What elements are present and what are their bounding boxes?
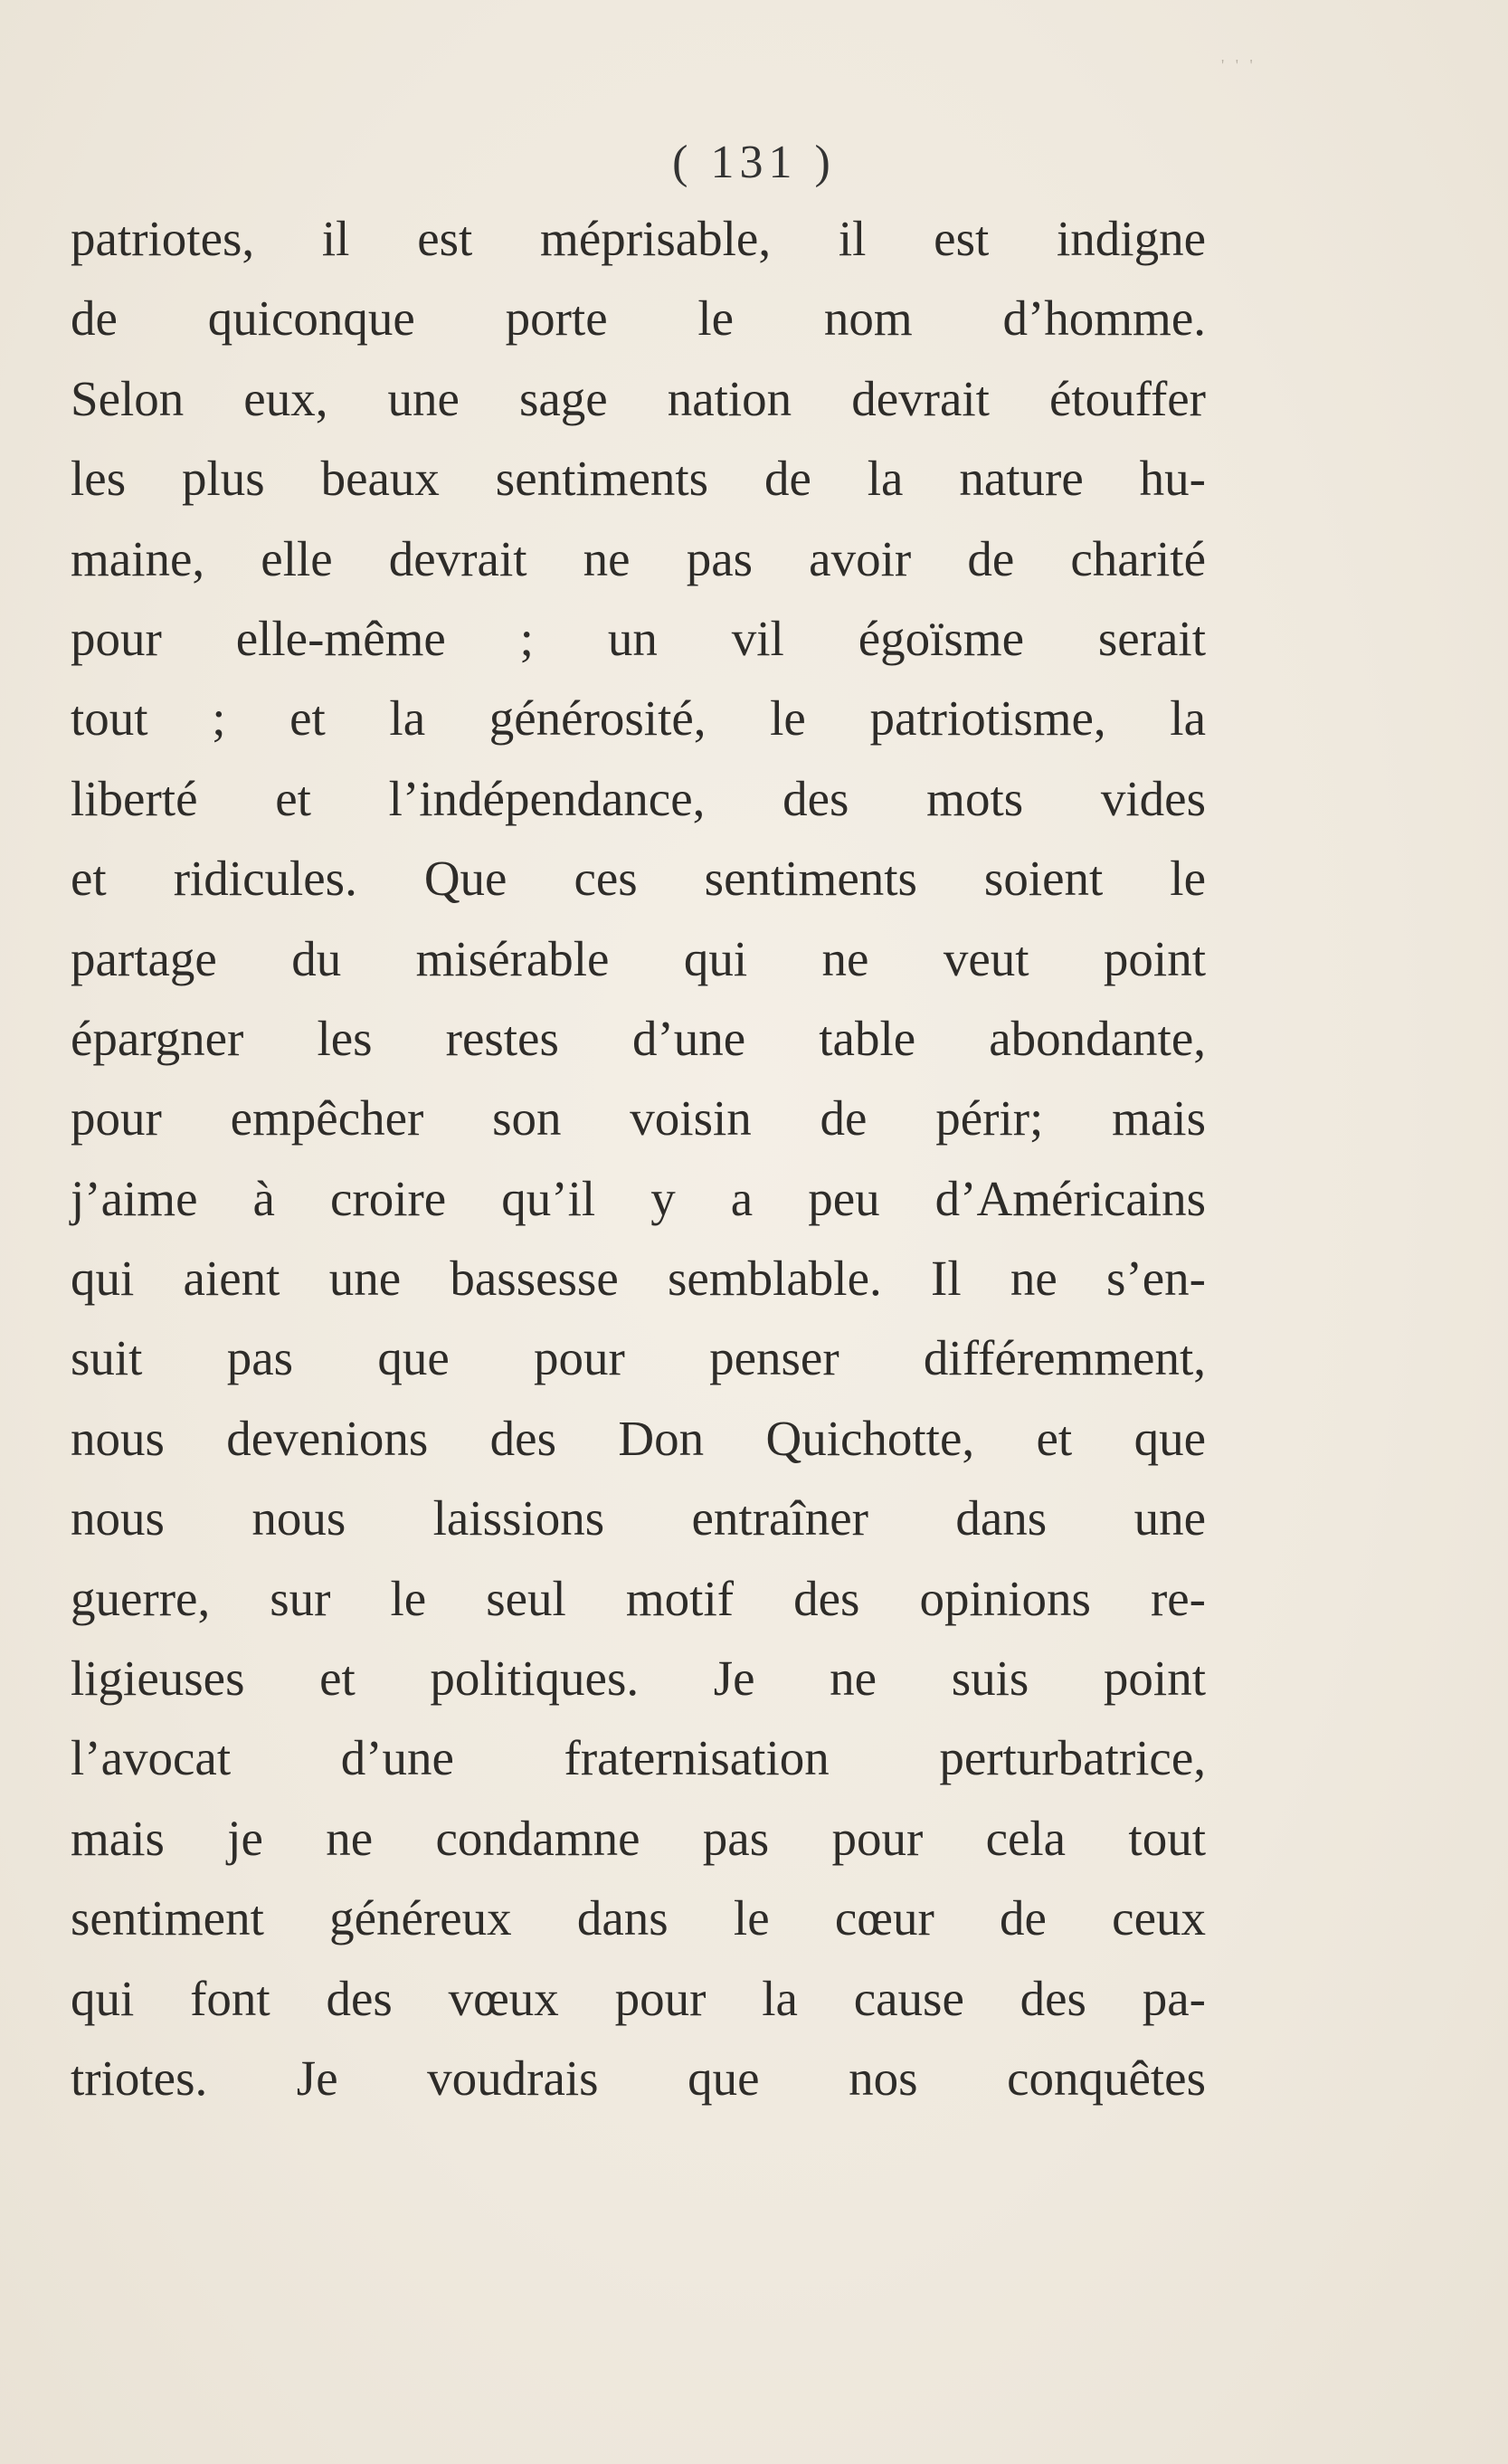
text-line: qui aient une bassesse semblable. Il ne s’en-: [71, 1251, 1206, 1307]
text-line: partage du misérable qui ne veut point: [71, 930, 1206, 986]
text-line: Selon eux, une sage nation devrait étouffer: [71, 370, 1206, 426]
text-line: et ridicules. Que ces sentiments soient le: [71, 851, 1206, 907]
corner-mark: ' ' ': [1221, 56, 1257, 74]
text-line: nous nous laissions entraîner dans une: [71, 1490, 1206, 1546]
body-text: [71, 199, 1206, 2118]
text-line: qui font des vœux pour la cause des pa-: [71, 1970, 1206, 2026]
text-line: de quiconque porte le nom d’homme.: [71, 290, 1206, 347]
text-line: liberté et l’indépendance, des mots vides: [71, 770, 1206, 826]
text-line: pour empêcher son voisin de périr; mais: [71, 1090, 1206, 1146]
text-line: tout ; et la générosité, le patriotisme, la: [71, 690, 1206, 747]
text-line: ligieuses et politiques. Je ne suis point: [71, 1651, 1206, 1707]
text-line: sentiment généreux dans le cœur de ceux: [71, 1890, 1206, 1946]
text-line: épargner les restes d’une table abondante,: [71, 1010, 1206, 1066]
text-line: triotes. Je voudrais que nos conquêtes: [71, 2050, 1206, 2106]
text-line: maine, elle devrait ne pas avoir de charité: [71, 530, 1206, 586]
text-line: patriotes, il est méprisable, il est indigne: [71, 211, 1206, 266]
text-line: guerre, sur le seul motif des opinions re-: [71, 1570, 1206, 1626]
text-line: les plus beaux sentiments de la nature hu-: [71, 451, 1206, 507]
page-number: ( 131 ): [672, 137, 836, 188]
text-line: suit pas que pour penser différemment,: [71, 1330, 1206, 1386]
text-line: l’avocat d’une fraternisation perturbatrice,: [71, 1730, 1206, 1786]
text-line: pour elle-même ; un vil égoïsme serait: [71, 610, 1206, 666]
text-line: j’aime à croire qu’il y a peu d’Américains: [71, 1170, 1206, 1226]
text-line: mais je ne condamne pas pour cela tout: [71, 1810, 1206, 1866]
text-line: nous devenions des Don Quichotte, et que: [71, 1410, 1206, 1466]
